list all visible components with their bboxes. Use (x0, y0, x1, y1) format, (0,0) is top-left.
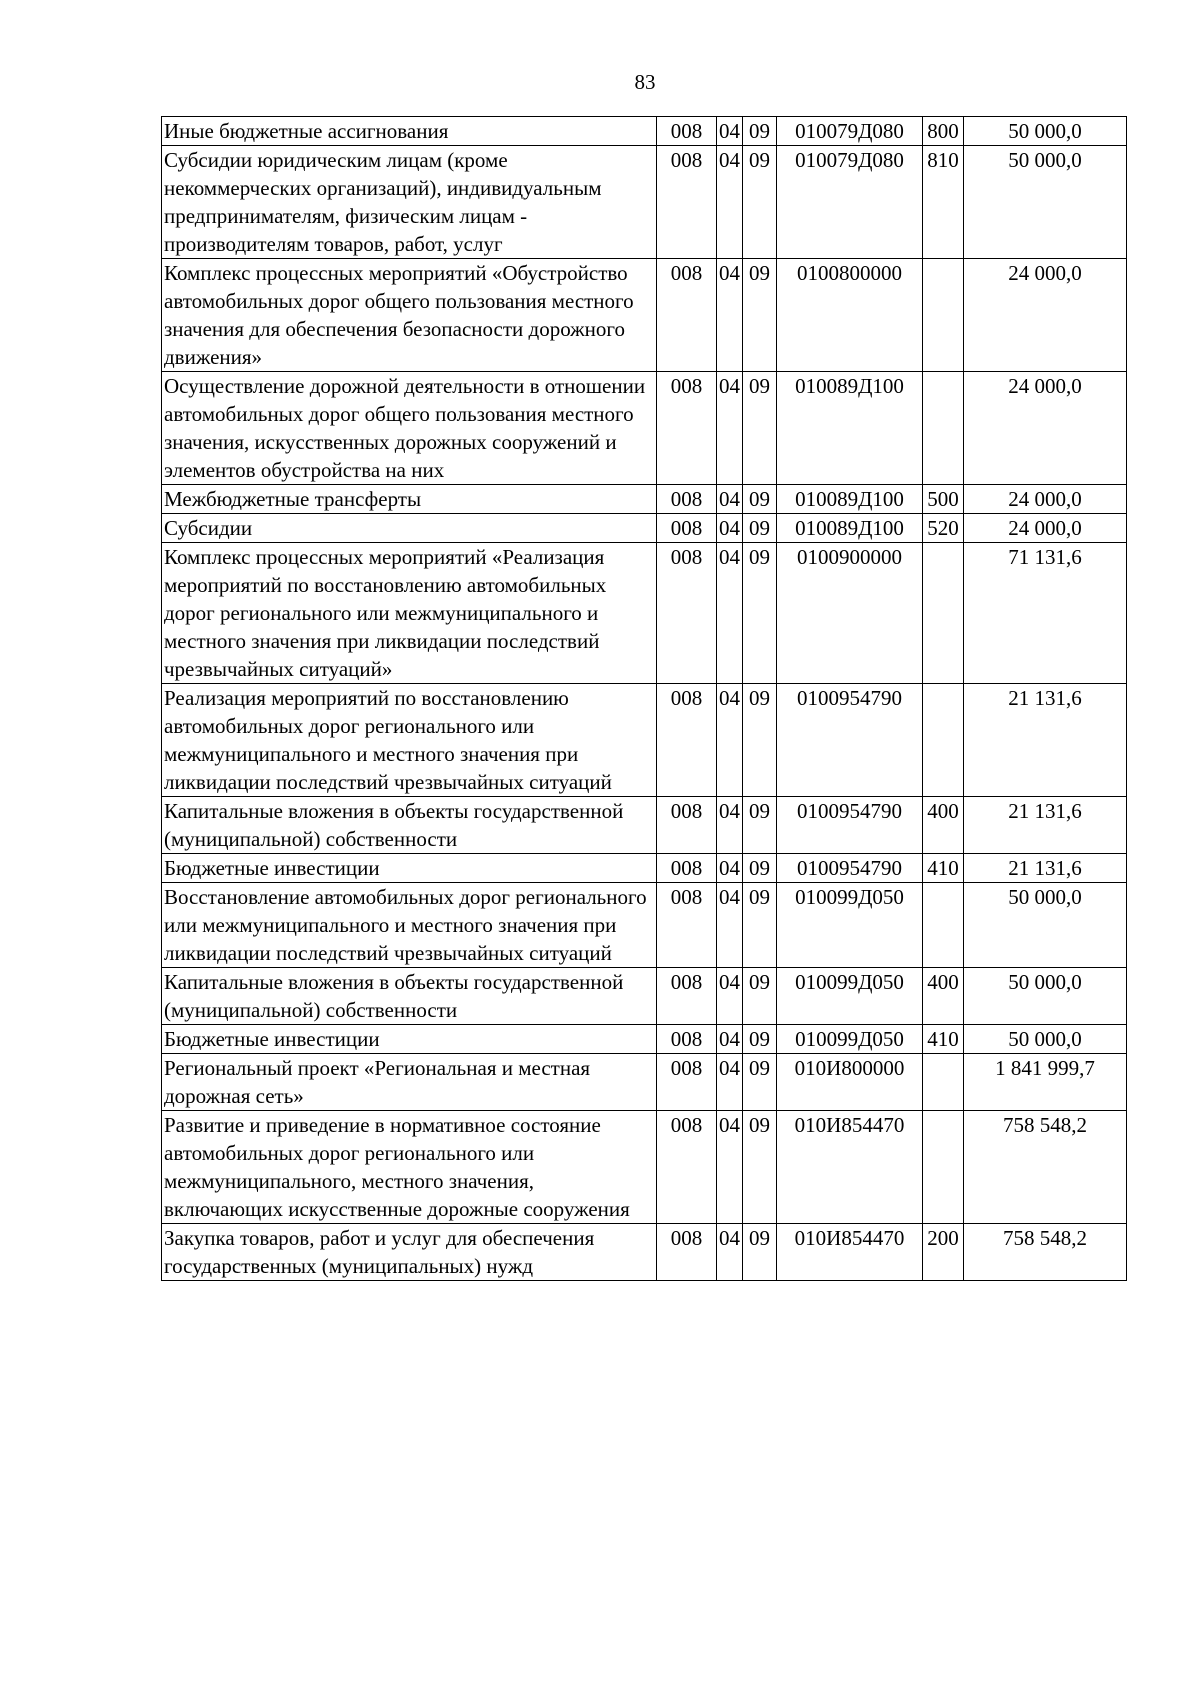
expense-name-cell: Региональный проект «Региональная и местная дорожная сеть» (162, 1054, 657, 1111)
department-code-cell: 008 (657, 1111, 717, 1224)
table-row (162, 1025, 1127, 1054)
subsection-code-cell: 09 (743, 797, 777, 854)
target-article-cell: 010И800000 (777, 1054, 923, 1111)
subsection-code-cell: 09 (743, 1111, 777, 1224)
department-code-cell: 008 (657, 146, 717, 259)
expense-type-cell: 520 (923, 514, 964, 543)
expense-name-cell: Закупка товаров, работ и услуг для обеспечения государственных (муниципальных) нужд (162, 1224, 657, 1281)
section-code-cell: 04 (717, 1111, 743, 1224)
table-row (162, 1111, 1127, 1224)
target-article-cell: 0100954790 (777, 854, 923, 883)
subsection-code-cell: 09 (743, 854, 777, 883)
target-article-cell: 0100954790 (777, 797, 923, 854)
page-number: 83 (634, 70, 656, 94)
expense-type-cell: 200 (923, 1224, 964, 1281)
expense-type-cell: 410 (923, 1025, 964, 1054)
section-code-cell: 04 (717, 117, 743, 146)
subsection-code-cell: 09 (743, 1025, 777, 1054)
expense-name-cell: Межбюджетные трансферты (162, 485, 657, 514)
subsection-code-cell: 09 (743, 543, 777, 684)
amount-cell: 24 000,0 (964, 372, 1127, 485)
budget-table (161, 116, 1127, 1281)
subsection-code-cell: 09 (743, 485, 777, 514)
expense-name-cell: Комплекс процессных мероприятий «Обустройство автомобильных дорог общего пользования местного значения для обеспечения безопасности дорожного движения» (162, 259, 657, 372)
table-row (162, 146, 1127, 259)
target-article-cell: 0100800000 (777, 259, 923, 372)
amount-cell: 24 000,0 (964, 259, 1127, 372)
department-code-cell: 008 (657, 1224, 717, 1281)
subsection-code-cell: 09 (743, 684, 777, 797)
section-code-cell: 04 (717, 797, 743, 854)
department-code-cell: 008 (657, 259, 717, 372)
table-row (162, 968, 1127, 1025)
section-code-cell: 04 (717, 543, 743, 684)
amount-cell: 1 841 999,7 (964, 1054, 1127, 1111)
expense-type-cell: 500 (923, 485, 964, 514)
amount-cell: 71 131,6 (964, 543, 1127, 684)
section-code-cell: 04 (717, 854, 743, 883)
table-row (162, 854, 1127, 883)
expense-type-cell: 400 (923, 968, 964, 1025)
section-code-cell: 04 (717, 883, 743, 968)
expense-type-cell (923, 1054, 964, 1111)
subsection-code-cell: 09 (743, 146, 777, 259)
subsection-code-cell: 09 (743, 259, 777, 372)
subsection-code-cell: 09 (743, 1224, 777, 1281)
amount-cell: 50 000,0 (964, 968, 1127, 1025)
table-row (162, 514, 1127, 543)
department-code-cell: 008 (657, 372, 717, 485)
section-code-cell: 04 (717, 514, 743, 543)
department-code-cell: 008 (657, 1054, 717, 1111)
section-code-cell: 04 (717, 372, 743, 485)
expense-type-cell (923, 259, 964, 372)
table-row (162, 684, 1127, 797)
expense-name-cell: Восстановление автомобильных дорог регионального или межмуниципального и местного значения при ликвидации последствий чрезвычайных ситуаций (162, 883, 657, 968)
subsection-code-cell: 09 (743, 117, 777, 146)
section-code-cell: 04 (717, 1054, 743, 1111)
table-row (162, 1224, 1127, 1281)
department-code-cell: 008 (657, 684, 717, 797)
table-row (162, 485, 1127, 514)
expense-type-cell: 810 (923, 146, 964, 259)
section-code-cell: 04 (717, 146, 743, 259)
expense-type-cell (923, 1111, 964, 1224)
subsection-code-cell: 09 (743, 1054, 777, 1111)
expense-type-cell: 400 (923, 797, 964, 854)
expense-name-cell: Капитальные вложения в объекты государственной (муниципальной) собственности (162, 797, 657, 854)
amount-cell: 21 131,6 (964, 684, 1127, 797)
table-row (162, 372, 1127, 485)
target-article-cell: 010079Д080 (777, 117, 923, 146)
target-article-cell: 0100900000 (777, 543, 923, 684)
section-code-cell: 04 (717, 968, 743, 1025)
amount-cell: 50 000,0 (964, 1025, 1127, 1054)
department-code-cell: 008 (657, 1025, 717, 1054)
expense-type-cell: 410 (923, 854, 964, 883)
amount-cell: 24 000,0 (964, 514, 1127, 543)
target-article-cell: 010099Д050 (777, 1025, 923, 1054)
expense-name-cell: Иные бюджетные ассигнования (162, 117, 657, 146)
amount-cell: 50 000,0 (964, 146, 1127, 259)
subsection-code-cell: 09 (743, 372, 777, 485)
section-code-cell: 04 (717, 1224, 743, 1281)
expense-type-cell (923, 883, 964, 968)
subsection-code-cell: 09 (743, 968, 777, 1025)
table-row (162, 117, 1127, 146)
target-article-cell: 010089Д100 (777, 372, 923, 485)
expense-name-cell: Реализация мероприятий по восстановлению автомобильных дорог регионального или межмуниципального и местного значения при ликвидации последствий чрезвычайных ситуаций (162, 684, 657, 797)
department-code-cell: 008 (657, 854, 717, 883)
table-row (162, 543, 1127, 684)
table-row (162, 797, 1127, 854)
department-code-cell: 008 (657, 797, 717, 854)
expense-type-cell (923, 543, 964, 684)
amount-cell: 21 131,6 (964, 854, 1127, 883)
budget-table-body (162, 117, 1127, 1281)
expense-name-cell: Развитие и приведение в нормативное состояние автомобильных дорог регионального или межмуниципального, местного значения, включающих искусственные дорожные сооружения (162, 1111, 657, 1224)
expense-type-cell: 800 (923, 117, 964, 146)
section-code-cell: 04 (717, 259, 743, 372)
department-code-cell: 008 (657, 485, 717, 514)
subsection-code-cell: 09 (743, 883, 777, 968)
target-article-cell: 0100954790 (777, 684, 923, 797)
subsection-code-cell: 09 (743, 514, 777, 543)
expense-name-cell: Комплекс процессных мероприятий «Реализация мероприятий по восстановлению автомобильных дорог регионального или межмуниципального и местного значения при ликвидации последствий чрезвычайных ситуаций» (162, 543, 657, 684)
amount-cell: 24 000,0 (964, 485, 1127, 514)
table-row (162, 883, 1127, 968)
target-article-cell: 010И854470 (777, 1111, 923, 1224)
table-row (162, 259, 1127, 372)
expense-name-cell: Субсидии (162, 514, 657, 543)
expense-name-cell: Капитальные вложения в объекты государственной (муниципальной) собственности (162, 968, 657, 1025)
target-article-cell: 010089Д100 (777, 514, 923, 543)
department-code-cell: 008 (657, 514, 717, 543)
expense-type-cell (923, 684, 964, 797)
amount-cell: 21 131,6 (964, 797, 1127, 854)
target-article-cell: 010099Д050 (777, 968, 923, 1025)
target-article-cell: 010099Д050 (777, 883, 923, 968)
amount-cell: 50 000,0 (964, 883, 1127, 968)
amount-cell: 758 548,2 (964, 1224, 1127, 1281)
department-code-cell: 008 (657, 883, 717, 968)
expense-name-cell: Осуществление дорожной деятельности в отношении автомобильных дорог общего пользования местного значения, искусственных дорожных сооружений и элементов обустройства на них (162, 372, 657, 485)
table-row (162, 1054, 1127, 1111)
section-code-cell: 04 (717, 1025, 743, 1054)
expense-name-cell: Бюджетные инвестиции (162, 854, 657, 883)
expense-name-cell: Бюджетные инвестиции (162, 1025, 657, 1054)
amount-cell: 50 000,0 (964, 117, 1127, 146)
expense-name-cell: Субсидии юридическим лицам (кроме некоммерческих организаций), индивидуальным предпринимателям, физическим лицам - производителям товаров, работ, услуг (162, 146, 657, 259)
target-article-cell: 010079Д080 (777, 146, 923, 259)
section-code-cell: 04 (717, 684, 743, 797)
department-code-cell: 008 (657, 968, 717, 1025)
target-article-cell: 010089Д100 (777, 485, 923, 514)
department-code-cell: 008 (657, 543, 717, 684)
department-code-cell: 008 (657, 117, 717, 146)
section-code-cell: 04 (717, 485, 743, 514)
target-article-cell: 010И854470 (777, 1224, 923, 1281)
amount-cell: 758 548,2 (964, 1111, 1127, 1224)
expense-type-cell (923, 372, 964, 485)
